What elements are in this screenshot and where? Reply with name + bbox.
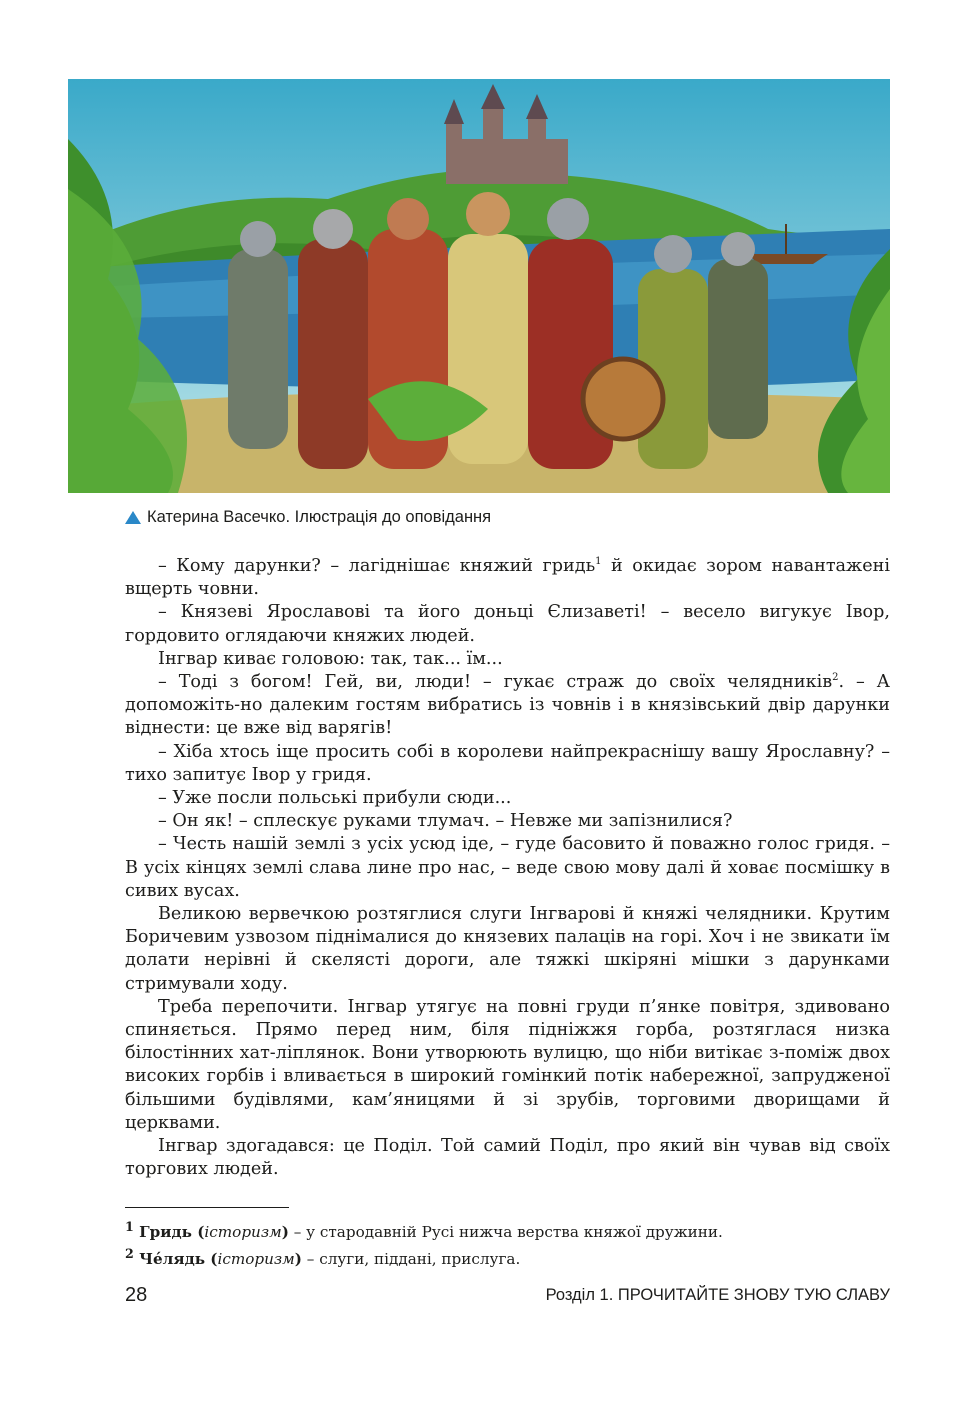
paragraph: – Он як! – сплескує руками тлумач. – Невже ми запізнилися? <box>158 811 733 832</box>
caption-text: Катерина Васечко. Ілюстрація до оповідання <box>147 508 492 526</box>
triangle-icon <box>125 511 141 524</box>
footnote-divider <box>125 1207 289 1208</box>
footnote: $^1$ Гридь (історизм) – у стародавній Русі нижча верства княжої дружини. <box>125 1219 723 1242</box>
story-text <box>125 555 890 1181</box>
paragraph: – Уже посли польські прибули сюди... <box>158 788 512 809</box>
paragraph: – Честь нашій землі з усіх усюд іде, – гуде басовито й поважно голос гридя. – В усіх кінцях землі слава лине про нас, – веде свою мову далі й ховає посмішку в сивих вусах. <box>125 834 890 901</box>
footnote-ref: 1 <box>595 556 602 568</box>
paragraph: – Хіба хтось іще просить собі в королеви найпрекраснішу вашу Ярославну? – тихо запитує Івор у гридя. <box>125 741 890 785</box>
footnote: $^2$ Че́лядь (історизм) – слуги, піддані, прислуга. <box>125 1246 521 1269</box>
page-number: 28 <box>125 1284 148 1306</box>
illustration <box>68 79 890 493</box>
paragraph: Треба перепочити. Інгвар утягує на повні груди п’янке повітря, здивовано спиняється. Прямо перед ним, біля підніжжя горба, розтяглася низка білостінних хат-ліплянок. Вони утворюють вулицю, що ніби витікає з-поміж двох високих горбів і вливається в широкий гомінкий потік набережної, запрудженої більшими будівлями, кам’яницями й зі зрубів, торговими дворищами й церквами. <box>125 996 890 1133</box>
paragraph: Великою вервечкою розтяглися слуги Інгварові й княжі челядники. Крутим Боричевим узвозом піднімалися до князевих палаців на горі. Хоч і не звикати їм долати нерівні й скелясті дороги, але тяжкі шкіряні мішки з дарунками стримували ходу. <box>125 904 890 994</box>
paragraph: – Тоді з богом! Гей, ви, люди! – гукає страж до своїх челядників$^2$. – А допоможіть-но далеким гостям вибратись із човнів і в князівський двір дарунки віднести: це вже від варягів! <box>125 672 890 739</box>
section-title: Розділ 1. ПРОЧИТАЙТЕ ЗНОВУ ТУЮ СЛАВУ <box>545 1286 890 1304</box>
footnotes <box>125 1216 890 1270</box>
footnote-ref: 2 <box>832 672 839 684</box>
paragraph: Інгвар киває головою: так, так... їм... <box>158 648 503 669</box>
paragraph: Інгвар здогадався: це Поділ. Той самий Поділ, про який він чував від своїх торгових людей. <box>125 1136 890 1180</box>
illustration-art <box>68 79 890 493</box>
paragraph: – Князеві Ярославові та його доньці Єлизаветі! – весело вигукує Івор, гордовито оглядаючи княжих людей. <box>125 602 890 646</box>
paragraph: – Кому дарунки? – лагіднішає княжий гридь$^1$ й окидає зором навантажені вщерть човни. <box>125 556 890 600</box>
illustration-caption <box>125 508 491 527</box>
